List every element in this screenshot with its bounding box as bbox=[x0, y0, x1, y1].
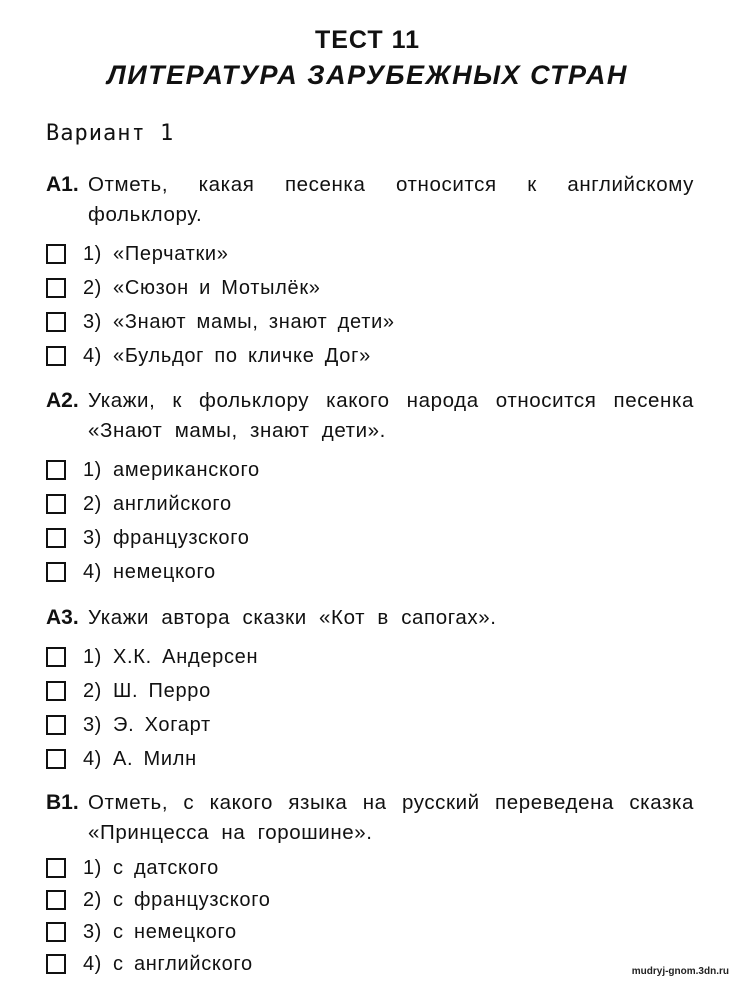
option-text: американского bbox=[113, 458, 260, 481]
checkbox[interactable] bbox=[46, 278, 66, 298]
checkbox[interactable] bbox=[46, 244, 66, 264]
question-b1 bbox=[46, 788, 694, 980]
checkbox[interactable] bbox=[46, 647, 66, 667]
option-number: 1) bbox=[83, 458, 102, 481]
option-text: Э. Хогарт bbox=[113, 713, 211, 736]
answer-option[interactable] bbox=[46, 742, 694, 776]
watermark: mudryj-gnom.3dn.ru bbox=[631, 966, 729, 977]
option-text: «Знают мамы, знают дети» bbox=[113, 310, 395, 333]
option-number: 2) bbox=[83, 888, 102, 911]
option-number: 4) bbox=[83, 952, 102, 975]
answer-option[interactable] bbox=[46, 555, 694, 589]
answer-option[interactable] bbox=[46, 487, 694, 521]
option-text: Х.К. Андерсен bbox=[113, 645, 259, 668]
answer-option[interactable] bbox=[46, 708, 694, 742]
question-text: Отметь, с какого языка на русский переведена сказка «Принцесса на горошине». bbox=[88, 791, 694, 844]
checkbox[interactable] bbox=[46, 890, 66, 910]
answer-option[interactable] bbox=[46, 948, 694, 980]
question-a1 bbox=[46, 170, 694, 373]
option-number: 4) bbox=[83, 747, 102, 770]
question-number: В1. bbox=[46, 791, 79, 814]
option-text: французского bbox=[113, 526, 250, 549]
question-a2 bbox=[46, 386, 694, 589]
option-number: 4) bbox=[83, 560, 102, 583]
option-number: 2) bbox=[83, 679, 102, 702]
answer-option[interactable] bbox=[46, 521, 694, 555]
checkbox[interactable] bbox=[46, 528, 66, 548]
answer-option[interactable] bbox=[46, 271, 694, 305]
option-number: 3) bbox=[83, 310, 102, 333]
option-text: с английского bbox=[113, 952, 253, 975]
option-text: «Перчатки» bbox=[113, 242, 229, 265]
checkbox[interactable] bbox=[46, 346, 66, 366]
option-text: А. Милн bbox=[113, 747, 197, 770]
variant-label: Вариант 1 bbox=[46, 121, 175, 146]
option-number: 4) bbox=[83, 344, 102, 367]
option-text: «Сюзон и Мотылёк» bbox=[113, 276, 321, 299]
option-number: 2) bbox=[83, 276, 102, 299]
option-text: немецкого bbox=[113, 560, 216, 583]
checkbox[interactable] bbox=[46, 494, 66, 514]
checkbox[interactable] bbox=[46, 858, 66, 878]
option-text: английского bbox=[113, 492, 232, 515]
option-text: Ш. Перро bbox=[113, 679, 211, 702]
question-number: А3. bbox=[46, 606, 79, 629]
question-number: А2. bbox=[46, 389, 79, 412]
option-text: с датского bbox=[113, 856, 219, 879]
test-subtitle: ЛИТЕРАТУРА ЗАРУБЕЖНЫХ СТРАН bbox=[107, 60, 628, 90]
option-number: 3) bbox=[83, 713, 102, 736]
answer-option[interactable] bbox=[46, 237, 694, 271]
checkbox[interactable] bbox=[46, 715, 66, 735]
option-number: 3) bbox=[83, 526, 102, 549]
answer-option[interactable] bbox=[46, 884, 694, 916]
checkbox[interactable] bbox=[46, 922, 66, 942]
option-number: 2) bbox=[83, 492, 102, 515]
option-text: «Бульдог по кличке Дог» bbox=[113, 344, 371, 367]
answer-option[interactable] bbox=[46, 453, 694, 487]
checkbox[interactable] bbox=[46, 312, 66, 332]
answer-option[interactable] bbox=[46, 674, 694, 708]
option-number: 1) bbox=[83, 645, 102, 668]
checkbox[interactable] bbox=[46, 562, 66, 582]
checkbox[interactable] bbox=[46, 460, 66, 480]
question-a3 bbox=[46, 603, 694, 776]
answer-option[interactable] bbox=[46, 852, 694, 884]
checkbox[interactable] bbox=[46, 681, 66, 701]
answer-option[interactable] bbox=[46, 640, 694, 674]
checkbox[interactable] bbox=[46, 749, 66, 769]
question-text: Укажи автора сказки «Кот в сапогах». bbox=[88, 606, 497, 629]
question-text: Отметь, какая песенка относится к английскому фольклору. bbox=[88, 173, 694, 226]
option-number: 1) bbox=[83, 242, 102, 265]
question-text: Укажи, к фольклору какого народа относится песенка «Знают мамы, знают дети». bbox=[88, 389, 694, 442]
question-number: А1. bbox=[46, 173, 79, 196]
answer-option[interactable] bbox=[46, 339, 694, 373]
checkbox[interactable] bbox=[46, 954, 66, 974]
option-text: с французского bbox=[113, 888, 271, 911]
answer-option[interactable] bbox=[46, 916, 694, 948]
answer-option[interactable] bbox=[46, 305, 694, 339]
option-text: с немецкого bbox=[113, 920, 237, 943]
option-number: 1) bbox=[83, 856, 102, 879]
option-number: 3) bbox=[83, 920, 102, 943]
test-title: ТЕСТ 11 bbox=[314, 26, 421, 54]
